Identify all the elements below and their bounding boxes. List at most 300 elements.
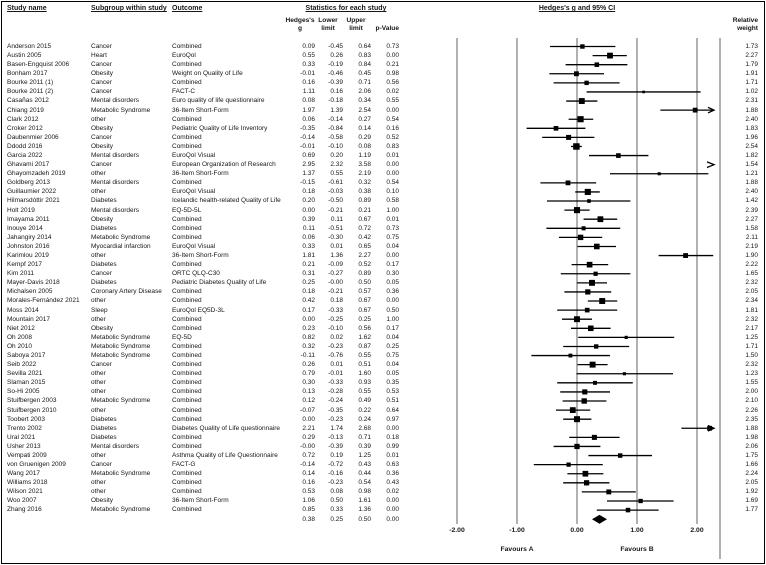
column-header-study-name: Study name (7, 5, 47, 12)
subgroup-cell: Obesity (91, 215, 114, 223)
p-value-cell: 0.54 (386, 115, 399, 123)
study-row (2, 233, 764, 242)
outcome-cell: Pediatric Diabetes Quality of Life (172, 279, 267, 287)
study-name-cell: Austin 2005 (7, 51, 42, 59)
relative-weight-cell: 1.81 (745, 306, 758, 314)
outcome-cell: Combined (172, 379, 202, 387)
upper-limit-cell: 0.56 (358, 324, 371, 332)
lower-limit-cell: -0.10 (328, 324, 343, 332)
study-row (2, 78, 764, 87)
subgroup-cell: Cancer (91, 42, 112, 50)
study-row (2, 251, 764, 260)
study-name-cell: Mountain 2017 (7, 315, 51, 323)
hedges-g-cell: -0.14 (300, 461, 315, 469)
upper-limit-cell: 0.65 (358, 242, 371, 250)
study-name-cell: Imayama 2011 (7, 215, 50, 223)
relative-weight-cell: 2.27 (745, 215, 758, 223)
study-name-cell: Ghavami 2017 (7, 161, 50, 169)
hedges-g-cell: 0.14 (302, 470, 315, 478)
hedges-g-cell: -0.07 (300, 406, 315, 414)
lower-limit-cell: -0.21 (328, 288, 343, 296)
p-value-cell: 0.43 (386, 479, 399, 487)
hedges-g-cell: -0.14 (300, 133, 315, 141)
subgroup-cell: Diabetes (91, 433, 117, 441)
column-header-hedges-g: Hedges's g (285, 17, 315, 32)
outcome-cell: Combined (172, 370, 202, 378)
subgroup-cell: Metabolic Syndrome (91, 342, 151, 350)
study-name-cell: Saboya 2017 (7, 351, 46, 359)
study-name-cell: Stuifbergen 2003 (7, 397, 57, 405)
study-name-cell: So-Hi 2005 (7, 388, 40, 396)
subgroup-cell: Metabolic Syndrome (91, 397, 151, 405)
subgroup-cell: other (91, 297, 106, 305)
hedges-g-cell: 0.06 (302, 115, 315, 123)
hedges-g-cell: 0.17 (302, 306, 315, 314)
lower-limit-cell: -0.01 (328, 370, 343, 378)
p-value-cell: 0.00 (386, 424, 399, 432)
outcome-cell: FACT-C (172, 88, 196, 96)
outcome-cell: Combined (172, 233, 202, 241)
outcome-cell: Combined (172, 324, 202, 332)
hedges-g-cell: 0.00 (302, 315, 315, 323)
upper-limit-cell: 2.06 (358, 88, 371, 96)
p-value-cell: 0.98 (386, 70, 399, 78)
lower-limit-cell: 0.11 (330, 215, 343, 223)
study-row (2, 315, 764, 324)
hedges-g-cell: 0.11 (302, 224, 315, 232)
study-row (2, 87, 764, 96)
upper-limit-cell: 2.19 (358, 170, 371, 178)
p-value-cell: 0.97 (386, 415, 399, 423)
p-value-cell: 0.00 (386, 506, 399, 514)
p-value-cell: 0.02 (386, 88, 399, 96)
relative-weight-cell: 2.06 (745, 442, 758, 450)
p-value-cell: 0.63 (386, 461, 399, 469)
outcome-cell: Combined (172, 506, 202, 514)
relative-weight-cell: 2.27 (745, 51, 758, 59)
lower-limit-cell: -0.33 (328, 379, 343, 387)
favours-b-label: Favours B (620, 546, 654, 553)
lower-limit-cell: 0.55 (330, 170, 343, 178)
hedges-g-cell: 0.16 (302, 79, 315, 87)
relative-weight-cell: 2.40 (745, 188, 758, 196)
study-row (2, 324, 764, 333)
lower-limit-cell: -0.19 (328, 61, 343, 69)
outcome-cell: EuroQol Visual (172, 242, 216, 250)
lower-limit-cell: -0.23 (328, 415, 343, 423)
lower-limit-cell: 0.50 (330, 497, 343, 505)
p-value-cell: 0.25 (386, 342, 399, 350)
favours-a-label: Favours A (500, 546, 534, 553)
study-row (2, 478, 764, 487)
study-row (2, 496, 764, 505)
hedges-g-cell: 0.08 (302, 97, 315, 105)
p-value-cell: 0.58 (386, 197, 399, 205)
outcome-cell: Combined (172, 488, 202, 496)
column-header-statistics: Statistics for each study (305, 5, 387, 12)
p-value-cell: 0.36 (386, 470, 399, 478)
x-tick-label: 2.00 (690, 527, 704, 534)
upper-limit-cell: 1.19 (358, 151, 371, 159)
upper-limit-cell: 0.67 (358, 297, 371, 305)
study-row (2, 342, 764, 351)
outcome-cell: Combined (172, 79, 202, 87)
relative-weight-cell: 1.25 (745, 333, 758, 341)
outcome-cell: Euro quality of life questionnaire (172, 97, 265, 105)
study-row (2, 42, 764, 51)
subgroup-cell: Diabetes (91, 424, 117, 432)
subgroup-cell: other (91, 115, 106, 123)
study-row (2, 306, 764, 315)
outcome-cell: Combined (172, 415, 202, 423)
subgroup-cell: Diabetes (91, 415, 117, 423)
outcome-cell: Combined (172, 433, 202, 441)
subgroup-cell: Cancer (91, 133, 112, 141)
p-value-cell: 0.17 (386, 261, 399, 269)
p-value-cell: 0.04 (386, 333, 399, 341)
relative-weight-cell: 1.98 (745, 433, 758, 441)
study-name-cell: Inouye 2014 (7, 224, 43, 232)
study-row (2, 242, 764, 251)
p-value-cell: 0.00 (386, 251, 399, 259)
subgroup-cell: Obesity (91, 124, 114, 132)
hedges-g-cell: 1.97 (302, 106, 315, 114)
study-row (2, 387, 764, 396)
study-name-cell: Zhang 2016 (7, 506, 42, 514)
hedges-g-cell: 0.20 (302, 197, 315, 205)
hedges-g-cell: 0.53 (302, 488, 315, 496)
subgroup-cell: Cancer (91, 88, 112, 96)
p-value-cell: 0.18 (386, 433, 399, 441)
p-value-cell: 0.00 (386, 161, 399, 169)
upper-limit-cell: 2.54 (358, 106, 371, 114)
p-value-cell: 0.16 (386, 124, 399, 132)
x-tick-label: 0.00 (570, 527, 584, 534)
upper-limit-cell: 0.50 (358, 279, 371, 287)
hedges-g-cell: -0.00 (300, 442, 315, 450)
hedges-g-cell: 0.39 (302, 215, 315, 223)
relative-weight-cell: 1.75 (745, 451, 758, 459)
relative-weight-cell: 2.35 (745, 415, 758, 423)
relative-weight-cell: 1.90 (745, 251, 758, 259)
p-value-cell: 0.56 (386, 79, 399, 87)
relative-weight-cell: 1.71 (745, 342, 758, 350)
lower-limit-cell: -0.76 (328, 351, 343, 359)
hedges-g-cell: 0.13 (302, 388, 315, 396)
subgroup-cell: Diabetes (91, 279, 117, 287)
relative-weight-cell: 2.22 (745, 261, 758, 269)
subgroup-cell: Metabolic Syndrome (91, 506, 151, 514)
hedges-g-cell: -0.15 (300, 179, 315, 187)
upper-limit-cell: 3.58 (358, 161, 371, 169)
study-row (2, 269, 764, 278)
outcome-cell: Diabetes Quality of Life questionnaire (172, 424, 281, 432)
subgroup-cell: other (91, 388, 106, 396)
p-value-cell: 0.73 (386, 42, 399, 50)
outcome-cell: EuroQol EQ5D-3L (172, 306, 225, 314)
study-name-cell: Michalsen 2005 (7, 288, 53, 296)
p-value-cell: 0.05 (386, 279, 399, 287)
study-row (2, 142, 764, 151)
hedges-g-cell: 0.79 (302, 370, 315, 378)
relative-weight-cell: 1.66 (745, 461, 758, 469)
outcome-cell: Combined (172, 361, 202, 369)
lower-limit-cell: -0.14 (328, 115, 343, 123)
study-name-cell: Stuifbergen 2010 (7, 406, 57, 414)
relative-weight-cell: 1.88 (745, 106, 758, 114)
lower-limit-cell: 1.39 (330, 106, 343, 114)
outcome-cell: Combined (172, 388, 202, 396)
column-header-ci-title: Hedges's g and 95% CI (538, 5, 616, 12)
study-name-cell: Toobert 2003 (7, 415, 45, 423)
subgroup-cell: Mental disorders (91, 179, 140, 187)
lower-limit-cell: -0.45 (328, 42, 343, 50)
study-name-cell: Woo 2007 (7, 497, 37, 505)
p-value-cell: 0.04 (386, 361, 399, 369)
hedges-g-cell: 0.32 (302, 342, 315, 350)
upper-limit-cell: 2.68 (358, 424, 371, 432)
p-value-cell: 0.10 (386, 188, 399, 196)
study-name-cell: Oh 2010 (7, 342, 32, 350)
study-name-cell: Karimlou 2019 (7, 251, 49, 259)
study-row (2, 215, 764, 224)
hedges-g-cell: 0.82 (302, 333, 315, 341)
x-tick-label: 1.00 (630, 527, 644, 534)
relative-weight-cell: 2.05 (745, 479, 758, 487)
subgroup-cell: Coronary Artery Disease (91, 288, 162, 296)
lower-limit-cell: -0.28 (328, 388, 343, 396)
study-row (2, 160, 764, 169)
upper-limit-cell: 0.34 (358, 97, 371, 105)
hedges-g-cell: 0.23 (302, 324, 315, 332)
outcome-cell: Weight on Quality of Life (172, 70, 243, 78)
study-row (2, 206, 764, 215)
relative-weight-cell: 2.05 (745, 288, 758, 296)
relative-weight-cell: 1.71 (745, 79, 758, 87)
upper-limit-cell: 0.89 (358, 197, 371, 205)
hedges-g-cell: -0.01 (300, 142, 315, 150)
subgroup-cell: other (91, 315, 106, 323)
relative-weight-cell: 1.23 (745, 370, 758, 378)
study-name-cell: Kim 2011 (7, 270, 34, 278)
relative-weight-cell: 2.00 (745, 388, 758, 396)
lower-limit-cell: -0.23 (328, 342, 343, 350)
p-value-cell: 0.17 (386, 324, 399, 332)
outcome-cell: Combined (172, 479, 202, 487)
study-row (2, 260, 764, 269)
lower-limit-cell: 0.16 (330, 88, 343, 96)
lower-limit-cell: 2.32 (330, 161, 343, 169)
outcome-cell: European Organization of Research (172, 161, 276, 169)
outcome-cell: EuroQol Visual (172, 151, 216, 159)
hedges-g-cell: -0.11 (300, 351, 315, 359)
outcome-cell: EuroQol (172, 51, 196, 59)
hedges-g-cell: -0.35 (300, 124, 315, 132)
hedges-g-cell: 0.26 (302, 361, 315, 369)
study-name-cell: Bonham 2017 (7, 70, 48, 78)
subgroup-cell: Metabolic Syndrome (91, 470, 151, 478)
study-row (2, 460, 764, 469)
upper-limit-cell: 0.22 (358, 406, 371, 414)
outcome-cell: Combined (172, 297, 202, 305)
subgroup-cell: other (91, 379, 106, 387)
hedges-g-cell: 0.30 (302, 379, 315, 387)
upper-limit-cell: 0.21 (358, 206, 371, 214)
lower-limit-cell: -0.25 (328, 315, 343, 323)
study-row (2, 178, 764, 187)
study-row (2, 151, 764, 160)
upper-limit-cell: 0.14 (358, 124, 371, 132)
upper-limit-cell: 0.42 (358, 233, 371, 241)
study-name-cell: Kempf 2017 (7, 261, 43, 269)
upper-limit-cell: 0.64 (358, 42, 371, 50)
upper-limit-cell: 0.84 (358, 61, 371, 69)
subgroup-cell: Obesity (91, 497, 114, 505)
upper-limit-cell: 0.67 (358, 306, 371, 314)
study-row (2, 287, 764, 296)
upper-limit-cell: 0.57 (358, 288, 371, 296)
column-header-subgroup: Subgroup within study (91, 5, 167, 12)
subgroup-cell: other (91, 251, 106, 259)
subgroup-cell: Mental disorders (91, 442, 140, 450)
p-value-cell: 0.05 (386, 370, 399, 378)
outcome-cell: Combined (172, 42, 202, 50)
relative-weight-cell: 2.17 (745, 324, 758, 332)
outcome-cell: EuroQol Visual (172, 188, 216, 196)
study-name-cell: Morales-Fernández 2021 (7, 297, 80, 305)
p-value-cell: 0.99 (386, 442, 399, 450)
relative-weight-cell: 2.26 (745, 406, 758, 414)
forest-plot-figure (1, 1, 765, 564)
subgroup-cell: Diabetes (91, 224, 117, 232)
relative-weight-cell: 2.32 (745, 361, 758, 369)
outcome-cell: Combined (172, 351, 202, 359)
outcome-cell: Asthma Quality of Life Questionnaire (172, 451, 278, 459)
study-row (2, 133, 764, 142)
outcome-cell: Combined (172, 61, 202, 69)
upper-limit-cell: 0.45 (358, 70, 371, 78)
relative-weight-cell: 2.32 (745, 279, 758, 287)
p-value-cell: 1.00 (386, 206, 399, 214)
study-name-cell: Croker 2012 (7, 124, 43, 132)
relative-weight-cell: 1.21 (745, 170, 758, 178)
relative-weight-cell: 1.50 (745, 351, 758, 359)
outcome-cell: 36-Item Short-Form (172, 170, 229, 178)
lower-limit-cell: -0.46 (328, 70, 343, 78)
upper-limit-cell: 0.39 (358, 442, 371, 450)
study-name-cell: Hilmarsdóttir 2021 (7, 197, 60, 205)
hedges-g-cell: 0.85 (302, 506, 315, 514)
study-name-cell: Wang 2017 (7, 470, 41, 478)
upper-limit-cell: 1.25 (358, 451, 371, 459)
hedges-g-cell: 0.12 (302, 397, 315, 405)
subgroup-cell: Cancer (91, 79, 112, 87)
lower-limit-cell: -0.33 (328, 306, 343, 314)
study-row (2, 106, 764, 115)
upper-limit-cell: 0.72 (358, 224, 371, 232)
relative-weight-cell: 1.91 (745, 70, 758, 78)
subgroup-cell: other (91, 451, 106, 459)
study-row (2, 433, 764, 442)
upper-limit-cell: 0.38 (358, 188, 371, 196)
study-row (2, 360, 764, 369)
relative-weight-cell: 1.42 (745, 197, 758, 205)
hedges-g-cell: 0.29 (302, 433, 315, 441)
p-value-cell: 0.54 (386, 179, 399, 187)
relative-weight-cell: 1.69 (745, 497, 758, 505)
lower-limit-cell: 0.18 (330, 297, 343, 305)
relative-weight-cell: 1.55 (745, 379, 758, 387)
relative-weight-cell: 1.96 (745, 133, 758, 141)
relative-weight-cell: 1.88 (745, 179, 758, 187)
study-name-cell: Johnston 2016 (7, 242, 50, 250)
upper-limit-cell: 0.87 (358, 342, 371, 350)
outcome-cell: Combined (172, 315, 202, 323)
subgroup-cell: Metabolic Syndrome (91, 333, 151, 341)
subgroup-cell: Metabolic Syndrome (91, 351, 151, 359)
subgroup-cell: other (91, 488, 106, 496)
lower-limit-cell: 1.74 (330, 424, 343, 432)
study-name-cell: Williams 2018 (7, 479, 48, 487)
relative-weight-cell: 2.39 (745, 206, 758, 214)
column-header-outcome: Outcome (172, 5, 203, 12)
hedges-g-cell: 1.06 (302, 497, 315, 505)
subgroup-cell: Cancer (91, 361, 112, 369)
upper-limit-cell: 0.52 (358, 261, 371, 269)
upper-limit-cell: 0.83 (358, 51, 371, 59)
study-name-cell: Clark 2012 (7, 115, 39, 123)
study-row (2, 396, 764, 405)
study-name-cell: Guillaumier 2022 (7, 188, 57, 196)
subgroup-cell: Cancer (91, 61, 112, 69)
study-name-cell: Wilson 2021 (7, 488, 43, 496)
study-name-cell: Trento 2002 (7, 424, 42, 432)
lower-limit-cell: 0.25 (330, 515, 343, 523)
hedges-g-cell: 0.09 (302, 42, 315, 50)
study-name-cell: Niet 2012 (7, 324, 35, 332)
subgroup-cell: other (91, 370, 106, 378)
relative-weight-cell: 2.34 (745, 297, 758, 305)
upper-limit-cell: 1.62 (358, 333, 371, 341)
subgroup-cell: Diabetes (91, 261, 117, 269)
p-value-cell: 0.50 (386, 306, 399, 314)
hedges-g-cell: 0.00 (302, 206, 315, 214)
lower-limit-cell: -0.10 (328, 142, 343, 150)
relative-weight-cell: 1.73 (745, 42, 758, 50)
lower-limit-cell: -0.84 (328, 124, 343, 132)
study-name-cell: Seib 2022 (7, 361, 37, 369)
upper-limit-cell: 0.43 (358, 461, 371, 469)
study-row (2, 187, 764, 196)
outcome-cell: Pediatric Quality of Life Inventory (172, 124, 268, 132)
upper-limit-cell: 0.54 (358, 479, 371, 487)
relative-weight-cell: 1.02 (745, 88, 758, 96)
upper-limit-cell: 1.61 (358, 497, 371, 505)
upper-limit-cell: 0.49 (358, 397, 371, 405)
upper-limit-cell: 0.67 (358, 215, 371, 223)
hedges-g-cell: 0.33 (302, 61, 315, 69)
outcome-cell: Combined (172, 133, 202, 141)
subgroup-cell: Obesity (91, 324, 114, 332)
study-row (2, 505, 764, 514)
hedges-g-cell: 0.38 (302, 515, 315, 523)
study-name-cell: von Gruenigen 2009 (7, 461, 66, 469)
relative-weight-cell: 2.11 (745, 233, 758, 241)
subgroup-cell: Metabolic Syndrome (91, 233, 151, 241)
lower-limit-cell: -0.09 (328, 261, 343, 269)
p-value-cell: 0.30 (386, 270, 399, 278)
column-header-relative-weight: Relative weight (732, 17, 758, 32)
